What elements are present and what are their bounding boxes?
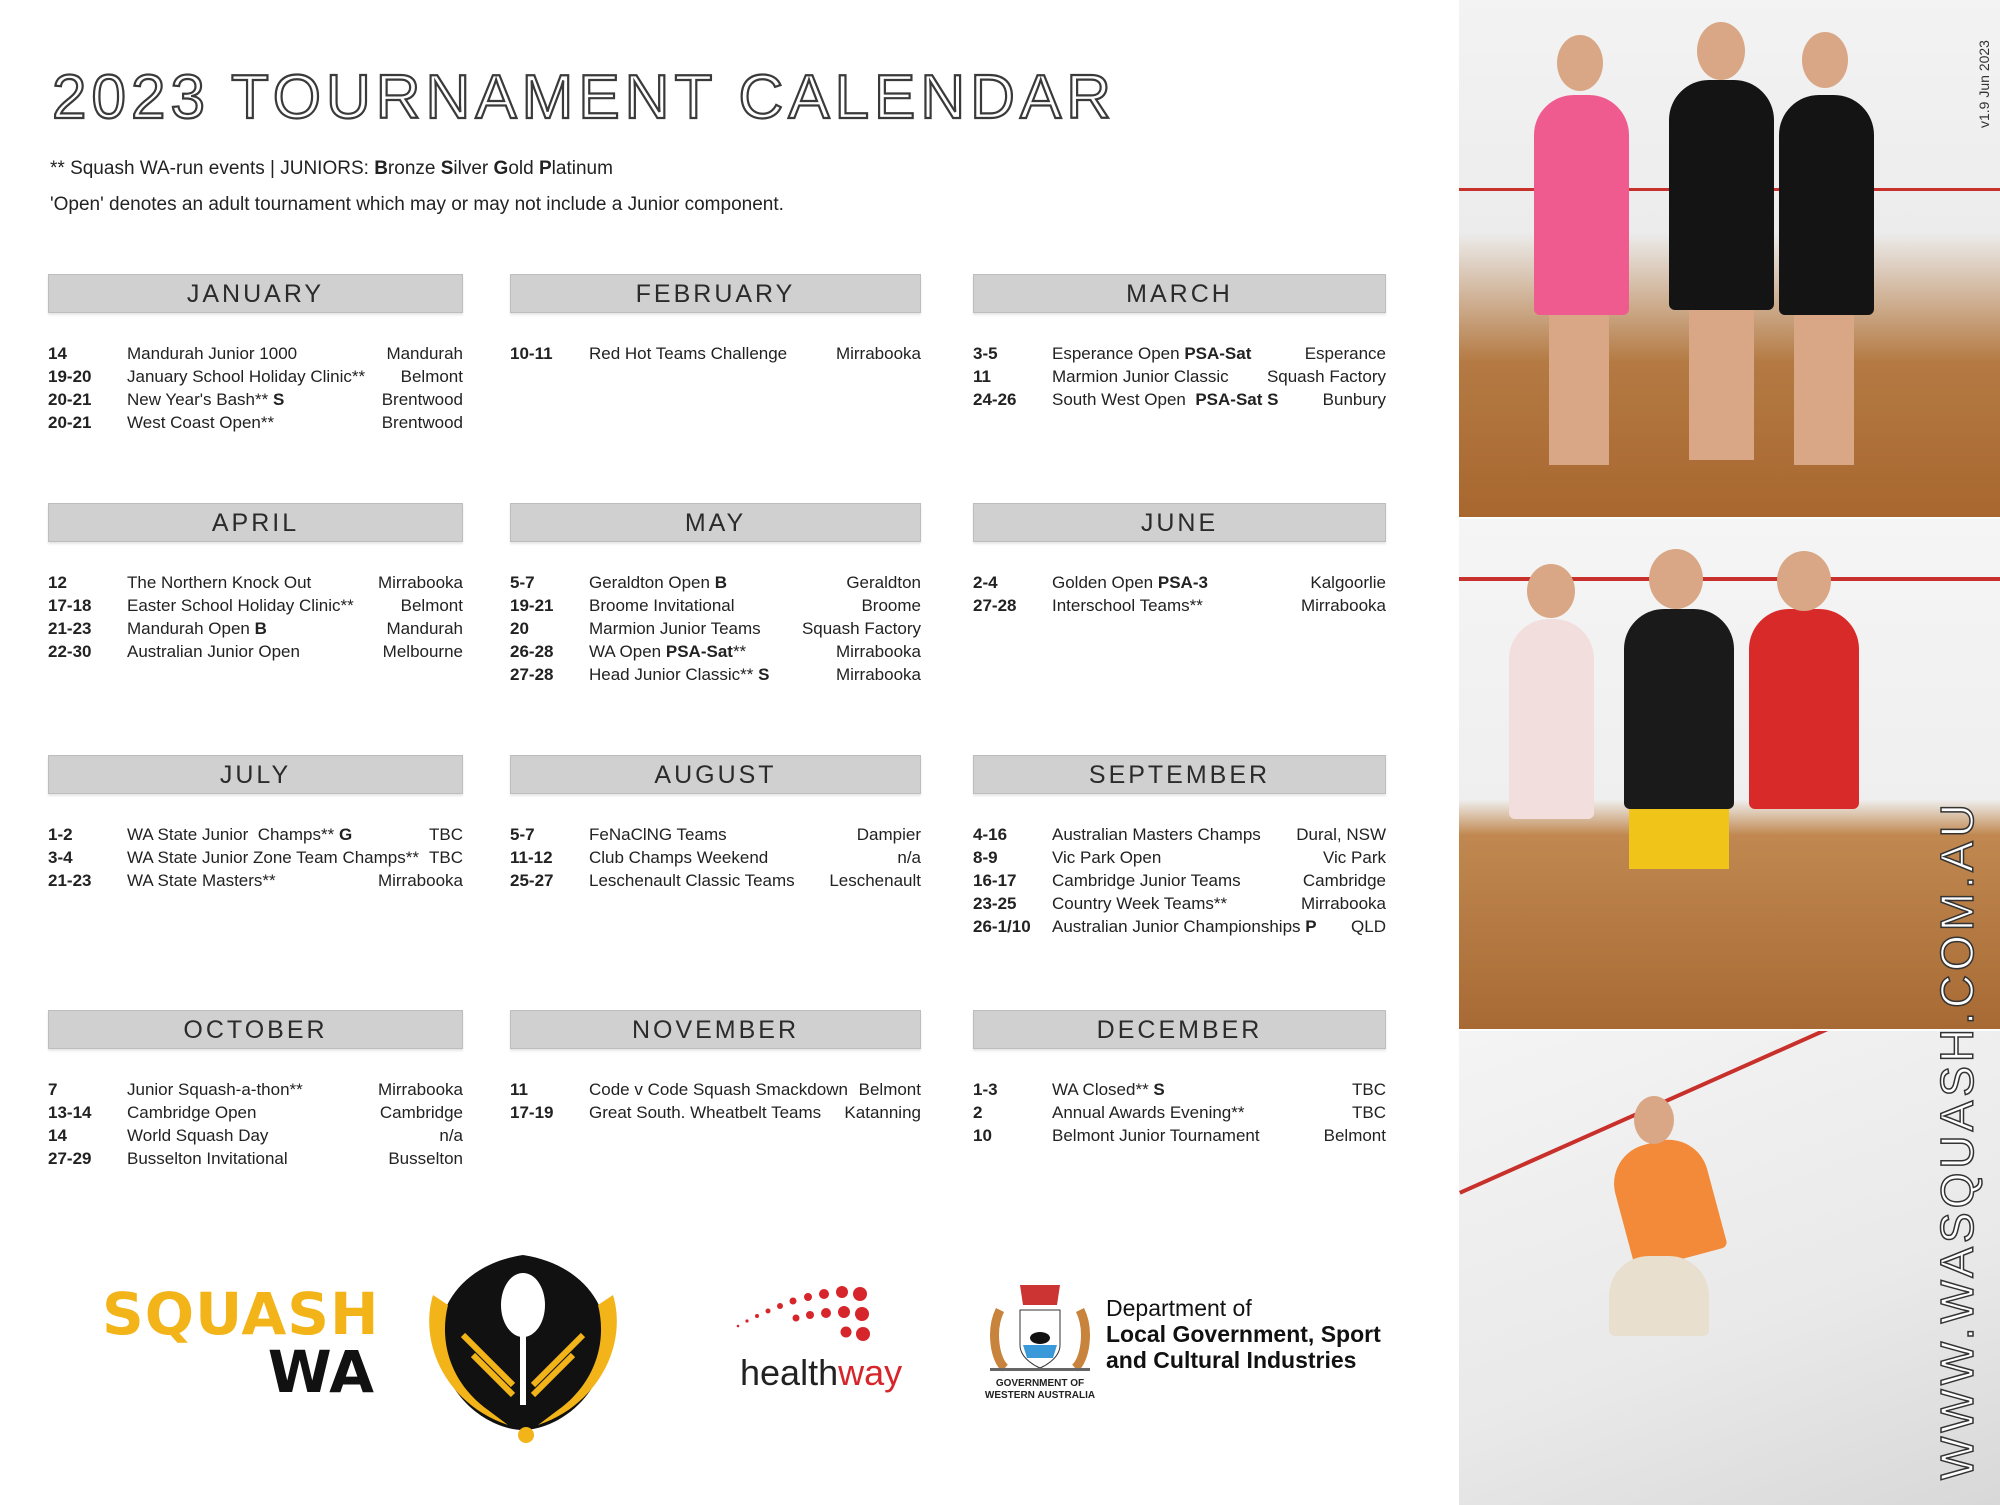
event-title: Leschenault Classic Teams	[589, 871, 795, 890]
event-date: 10	[973, 1126, 992, 1145]
month-may	[510, 503, 921, 686]
event-name	[589, 617, 802, 640]
event-row	[510, 571, 921, 594]
event-name	[127, 411, 382, 434]
event-venue: Belmont	[400, 596, 463, 615]
event-venue: Mirrabooka	[377, 573, 463, 592]
event-name	[589, 594, 861, 617]
event-date: 17-19	[510, 1103, 554, 1122]
website-url: WWW.WASQUASH.COM.AU	[1931, 800, 1983, 1480]
event-title: Country Week Teams**	[1052, 894, 1228, 913]
event-name	[127, 1101, 380, 1124]
event-title: Marmion Junior Teams	[589, 619, 761, 638]
legend-initial: P	[538, 158, 552, 179]
month-april	[48, 503, 463, 663]
event-date: 20-21	[48, 390, 92, 409]
event-date: 26-1/10	[973, 917, 1031, 936]
event-venue: Belmont	[858, 1080, 921, 1099]
event-name	[1052, 915, 1351, 938]
event-date: 25-27	[510, 871, 554, 890]
event-venue: Mirrabooka	[835, 642, 921, 661]
photo-junior-players	[1459, 519, 2000, 1029]
event-grade-tag: S	[272, 390, 285, 409]
event-title: Marmion Junior Classic	[1052, 367, 1229, 386]
event-title: Easter School Holiday Clinic**	[127, 596, 354, 615]
event-name	[127, 1078, 378, 1101]
event-venue: Mirrabooka	[835, 344, 921, 363]
gov-wa-label	[980, 1378, 1100, 1402]
event-venue: Vic Park	[1323, 848, 1386, 867]
event-title: January School Holiday Clinic**	[127, 367, 366, 386]
event-date: 20	[510, 619, 529, 638]
event-row	[510, 846, 921, 869]
event-row	[973, 846, 1386, 869]
event-list	[973, 1078, 1386, 1147]
month-header: JUNE	[973, 503, 1386, 542]
event-name	[1052, 365, 1267, 388]
event-grade-tag: PSA-3	[1157, 573, 1208, 592]
event-row	[510, 823, 921, 846]
event-date: 13-14	[48, 1103, 92, 1122]
event-venue: Squash Factory	[801, 619, 921, 638]
event-row	[973, 594, 1386, 617]
event-grade-tag: P	[1305, 917, 1317, 936]
event-venue: Dural, NSW	[1296, 825, 1386, 844]
month-header: MAY	[510, 503, 921, 542]
gov-line2: WESTERN AUSTRALIA	[984, 1390, 1096, 1401]
event-row	[48, 365, 463, 388]
event-name	[589, 869, 829, 892]
event-row	[510, 663, 921, 686]
event-list	[510, 342, 921, 365]
month-october	[48, 1010, 463, 1170]
event-venue: Mandurah	[386, 344, 463, 363]
healthway-text-red: way	[838, 1352, 903, 1393]
event-date: 17-18	[48, 596, 92, 615]
event-grade-tag: B	[254, 619, 267, 638]
event-venue: Mirrabooka	[1300, 894, 1386, 913]
event-title: Red Hot Teams Challenge	[589, 344, 788, 363]
event-name	[1052, 1101, 1352, 1124]
event-date: 3-4	[48, 848, 73, 867]
event-grade-tag: PSA-Sat	[665, 642, 733, 661]
event-title: Esperance Open	[1052, 344, 1185, 363]
event-venue: Belmont	[1323, 1126, 1386, 1145]
event-venue: TBC	[429, 825, 463, 844]
event-row	[48, 1124, 463, 1147]
event-row	[510, 869, 921, 892]
event-title: WA Open	[589, 642, 666, 661]
event-title: The Northern Knock Out	[127, 573, 312, 592]
event-name	[127, 869, 378, 892]
event-date: 5-7	[510, 825, 535, 844]
event-venue: Brentwood	[381, 413, 463, 432]
event-name	[127, 594, 401, 617]
event-name	[589, 823, 857, 846]
event-name	[127, 1124, 439, 1147]
event-name	[589, 1101, 844, 1124]
event-row	[510, 1101, 921, 1124]
event-title-suffix: **	[732, 642, 747, 661]
month-header: FEBRUARY	[510, 274, 921, 313]
event-row	[973, 571, 1386, 594]
month-header: MARCH	[973, 274, 1386, 313]
event-title: Code v Code Squash Smackdown	[589, 1080, 848, 1099]
event-date: 7	[48, 1080, 58, 1099]
event-list	[510, 571, 921, 686]
event-row	[973, 1078, 1386, 1101]
event-name	[589, 571, 846, 594]
event-venue: Brentwood	[381, 390, 463, 409]
legend-text: ilver	[453, 158, 494, 179]
event-name	[1052, 571, 1310, 594]
event-date: 27-28	[973, 596, 1017, 615]
dept-logo-text	[1106, 1295, 1381, 1373]
event-row	[510, 594, 921, 617]
event-date: 21-23	[48, 619, 92, 638]
event-name	[1052, 1078, 1352, 1101]
event-name	[127, 342, 386, 365]
event-row	[973, 915, 1386, 938]
legend-text: ** Squash WA-run events | JUNIORS:	[50, 158, 375, 179]
month-june	[973, 503, 1386, 617]
event-title: Cambridge Junior Teams	[1052, 871, 1241, 890]
event-row	[48, 388, 463, 411]
month-september	[973, 755, 1386, 938]
event-venue: TBC	[1352, 1080, 1386, 1099]
legend-text: old	[508, 158, 539, 179]
month-header: JULY	[48, 755, 463, 794]
event-venue: Katanning	[844, 1103, 921, 1122]
event-title: Busselton Invitational	[127, 1149, 288, 1168]
event-grade-tag: G	[338, 825, 353, 844]
event-title: FeNaClNG Teams	[589, 825, 727, 844]
squash-wa-logo	[102, 1280, 380, 1406]
event-venue: Cambridge	[379, 1103, 463, 1122]
event-list	[973, 571, 1386, 617]
gov-line1: GOVERNMENT OF	[995, 1378, 1085, 1389]
event-title: Interschool Teams**	[1052, 596, 1203, 615]
event-date: 1-3	[973, 1080, 998, 1099]
event-date: 26-28	[510, 642, 554, 661]
event-grade-tag: S	[758, 665, 770, 684]
month-july	[48, 755, 463, 892]
event-name	[127, 617, 386, 640]
event-grade-tag: PSA-Sat S	[1195, 390, 1279, 409]
month-august	[510, 755, 921, 892]
month-february	[510, 274, 921, 365]
event-name	[1052, 594, 1301, 617]
event-venue: Dampier	[856, 825, 921, 844]
event-venue: Busselton	[388, 1149, 463, 1168]
event-venue: TBC	[429, 848, 463, 867]
event-row	[973, 892, 1386, 915]
event-date: 22-30	[48, 642, 92, 661]
event-date: 11-12	[510, 848, 553, 867]
event-title: Australian Junior Championships	[1052, 917, 1306, 936]
healthway-logo	[740, 1352, 902, 1394]
event-title: WA State Junior Zone Team Champs**	[127, 848, 419, 867]
event-venue: TBC	[1352, 1103, 1386, 1122]
event-name	[1052, 1124, 1324, 1147]
event-venue: Esperance	[1304, 344, 1386, 363]
event-list	[48, 342, 463, 434]
event-row	[973, 365, 1386, 388]
event-venue: n/a	[897, 848, 921, 867]
event-row	[48, 594, 463, 617]
event-name	[1052, 892, 1301, 915]
event-date: 16-17	[973, 871, 1017, 890]
event-date: 23-25	[973, 894, 1017, 913]
month-march	[973, 274, 1386, 411]
legend-initial: G	[493, 158, 509, 179]
event-name	[127, 846, 429, 869]
legend-text: latinum	[551, 158, 613, 179]
event-date: 2	[973, 1103, 983, 1122]
event-row	[48, 342, 463, 365]
event-date: 27-29	[48, 1149, 92, 1168]
event-venue: QLD	[1351, 917, 1386, 936]
event-title: Great South. Wheatbelt Teams	[589, 1103, 822, 1122]
event-name	[127, 1147, 388, 1170]
event-row	[973, 869, 1386, 892]
event-date: 14	[48, 344, 67, 363]
event-title: Mandurah Junior 1000	[127, 344, 298, 363]
event-list	[48, 1078, 463, 1170]
month-december	[973, 1010, 1386, 1147]
event-list	[48, 571, 463, 663]
event-date: 2-4	[973, 573, 998, 592]
event-list	[510, 1078, 921, 1124]
event-venue: Kalgoorlie	[1310, 573, 1386, 592]
wa-coat-of-arms-icon	[985, 1280, 1095, 1375]
event-name	[1052, 388, 1323, 411]
event-name	[1052, 869, 1303, 892]
event-row	[973, 388, 1386, 411]
event-list	[510, 823, 921, 892]
event-row	[510, 617, 921, 640]
photo-adult-player-jumping	[1459, 1031, 2000, 1505]
version-label: v1.9 Jun 2023	[1976, 40, 1992, 128]
event-title: Junior Squash-a-thon**	[127, 1080, 303, 1099]
event-grade-tag: PSA-Sat	[1184, 344, 1252, 363]
event-list	[973, 823, 1386, 938]
event-name	[589, 846, 897, 869]
event-date: 19-20	[48, 367, 92, 386]
event-row	[973, 1124, 1386, 1147]
dept-line1: Department of	[1106, 1295, 1252, 1321]
month-header: JANUARY	[48, 274, 463, 313]
squash-wa-logo-line1: SQUASH	[102, 1280, 380, 1348]
dept-line3: and Cultural Industries	[1106, 1347, 1357, 1373]
event-row	[973, 823, 1386, 846]
event-row	[48, 1101, 463, 1124]
legend-initial: B	[374, 158, 388, 179]
event-name	[127, 571, 378, 594]
event-title: South West Open	[1052, 390, 1196, 409]
event-row	[510, 342, 921, 365]
event-date: 11	[510, 1080, 528, 1099]
event-title: Vic Park Open	[1052, 848, 1162, 867]
dept-line2: Local Government, Sport	[1106, 1321, 1381, 1347]
event-row	[48, 1078, 463, 1101]
event-date: 24-26	[973, 390, 1017, 409]
event-name	[589, 640, 836, 663]
event-venue: Mirrabooka	[377, 871, 463, 890]
event-name	[127, 640, 383, 663]
event-title: WA State Junior Champs**	[127, 825, 339, 844]
healthway-text: health	[740, 1352, 839, 1393]
event-name	[127, 823, 429, 846]
event-title: Australian Junior Open	[127, 642, 300, 661]
event-title: Golden Open	[1052, 573, 1158, 592]
event-row	[48, 617, 463, 640]
event-venue: Bunbury	[1322, 390, 1386, 409]
event-date: 1-2	[48, 825, 73, 844]
page-title: 2023 TOURNAMENT CALENDAR	[52, 63, 1117, 132]
legend-juniors	[50, 158, 613, 180]
event-name	[589, 1078, 859, 1101]
event-row	[48, 869, 463, 892]
event-title: Australian Masters Champs	[1052, 825, 1261, 844]
photo-three-women-players	[1459, 0, 2000, 517]
event-date: 27-28	[510, 665, 554, 684]
event-title: Belmont Junior Tournament	[1052, 1126, 1260, 1145]
event-row	[973, 342, 1386, 365]
month-header: SEPTEMBER	[973, 755, 1386, 794]
event-title: Club Champs Weekend	[589, 848, 769, 867]
event-venue: Mirrabooka	[835, 665, 921, 684]
event-venue: Geraldton	[846, 573, 921, 592]
event-title: Annual Awards Evening**	[1052, 1103, 1245, 1122]
event-title: Mandurah Open	[127, 619, 255, 638]
event-date: 20-21	[48, 413, 92, 432]
event-venue: Cambridge	[1302, 871, 1386, 890]
event-venue: Leschenault	[829, 871, 921, 890]
event-date: 21-23	[48, 871, 92, 890]
event-title: Head Junior Classic**	[589, 665, 759, 684]
event-row	[510, 640, 921, 663]
event-venue: n/a	[439, 1126, 463, 1145]
event-date: 12	[48, 573, 67, 592]
event-row	[48, 823, 463, 846]
event-title: Geraldton Open	[589, 573, 715, 592]
healthway-dots-icon	[730, 1282, 880, 1352]
event-row	[48, 1147, 463, 1170]
squash-wa-emblem-icon	[418, 1235, 628, 1445]
event-venue: Mirrabooka	[377, 1080, 463, 1099]
event-list	[973, 342, 1386, 411]
event-title: WA Closed**	[1052, 1080, 1154, 1099]
event-row	[973, 1101, 1386, 1124]
event-date: 5-7	[510, 573, 535, 592]
event-title: Broome Invitational	[589, 596, 735, 615]
month-header: DECEMBER	[973, 1010, 1386, 1049]
event-title: World Squash Day	[127, 1126, 269, 1145]
month-header: NOVEMBER	[510, 1010, 921, 1049]
month-header: AUGUST	[510, 755, 921, 794]
event-row	[48, 846, 463, 869]
event-venue: Melbourne	[382, 642, 463, 661]
event-title: West Coast Open**	[127, 413, 275, 432]
event-name	[127, 365, 401, 388]
event-date: 8-9	[973, 848, 998, 867]
event-venue: Belmont	[400, 367, 463, 386]
event-name	[1052, 342, 1305, 365]
event-row	[48, 640, 463, 663]
event-date: 11	[973, 367, 991, 386]
event-grade-tag: B	[714, 573, 727, 592]
event-date: 4-16	[973, 825, 1008, 844]
event-name	[127, 388, 382, 411]
event-date: 14	[48, 1126, 67, 1145]
legend-initial: S	[440, 158, 454, 179]
event-date: 10-11	[510, 344, 553, 363]
month-header: APRIL	[48, 503, 463, 542]
month-january	[48, 274, 463, 434]
event-name	[589, 342, 836, 365]
event-venue: Broome	[861, 596, 921, 615]
event-list	[48, 823, 463, 892]
legend-text: ronze	[387, 158, 441, 179]
event-name	[589, 663, 836, 686]
event-date: 19-21	[510, 596, 554, 615]
event-name	[1052, 823, 1296, 846]
legend-open-note: 'Open' denotes an adult tournament which may or may not include a Junior component.	[50, 194, 784, 215]
event-grade-tag: S	[1153, 1080, 1165, 1099]
month-november	[510, 1010, 921, 1124]
event-row	[510, 1078, 921, 1101]
event-date: 3-5	[973, 344, 998, 363]
event-row	[48, 571, 463, 594]
month-header: OCTOBER	[48, 1010, 463, 1049]
squash-wa-logo-line2: WA	[267, 1338, 374, 1406]
event-title: New Year's Bash**	[127, 390, 273, 409]
event-title: WA State Masters**	[127, 871, 276, 890]
event-name	[1052, 846, 1323, 869]
event-title: Cambridge Open	[127, 1103, 257, 1122]
event-venue: Mandurah	[386, 619, 463, 638]
event-venue: Mirrabooka	[1300, 596, 1386, 615]
event-row	[48, 411, 463, 434]
event-venue: Squash Factory	[1266, 367, 1386, 386]
